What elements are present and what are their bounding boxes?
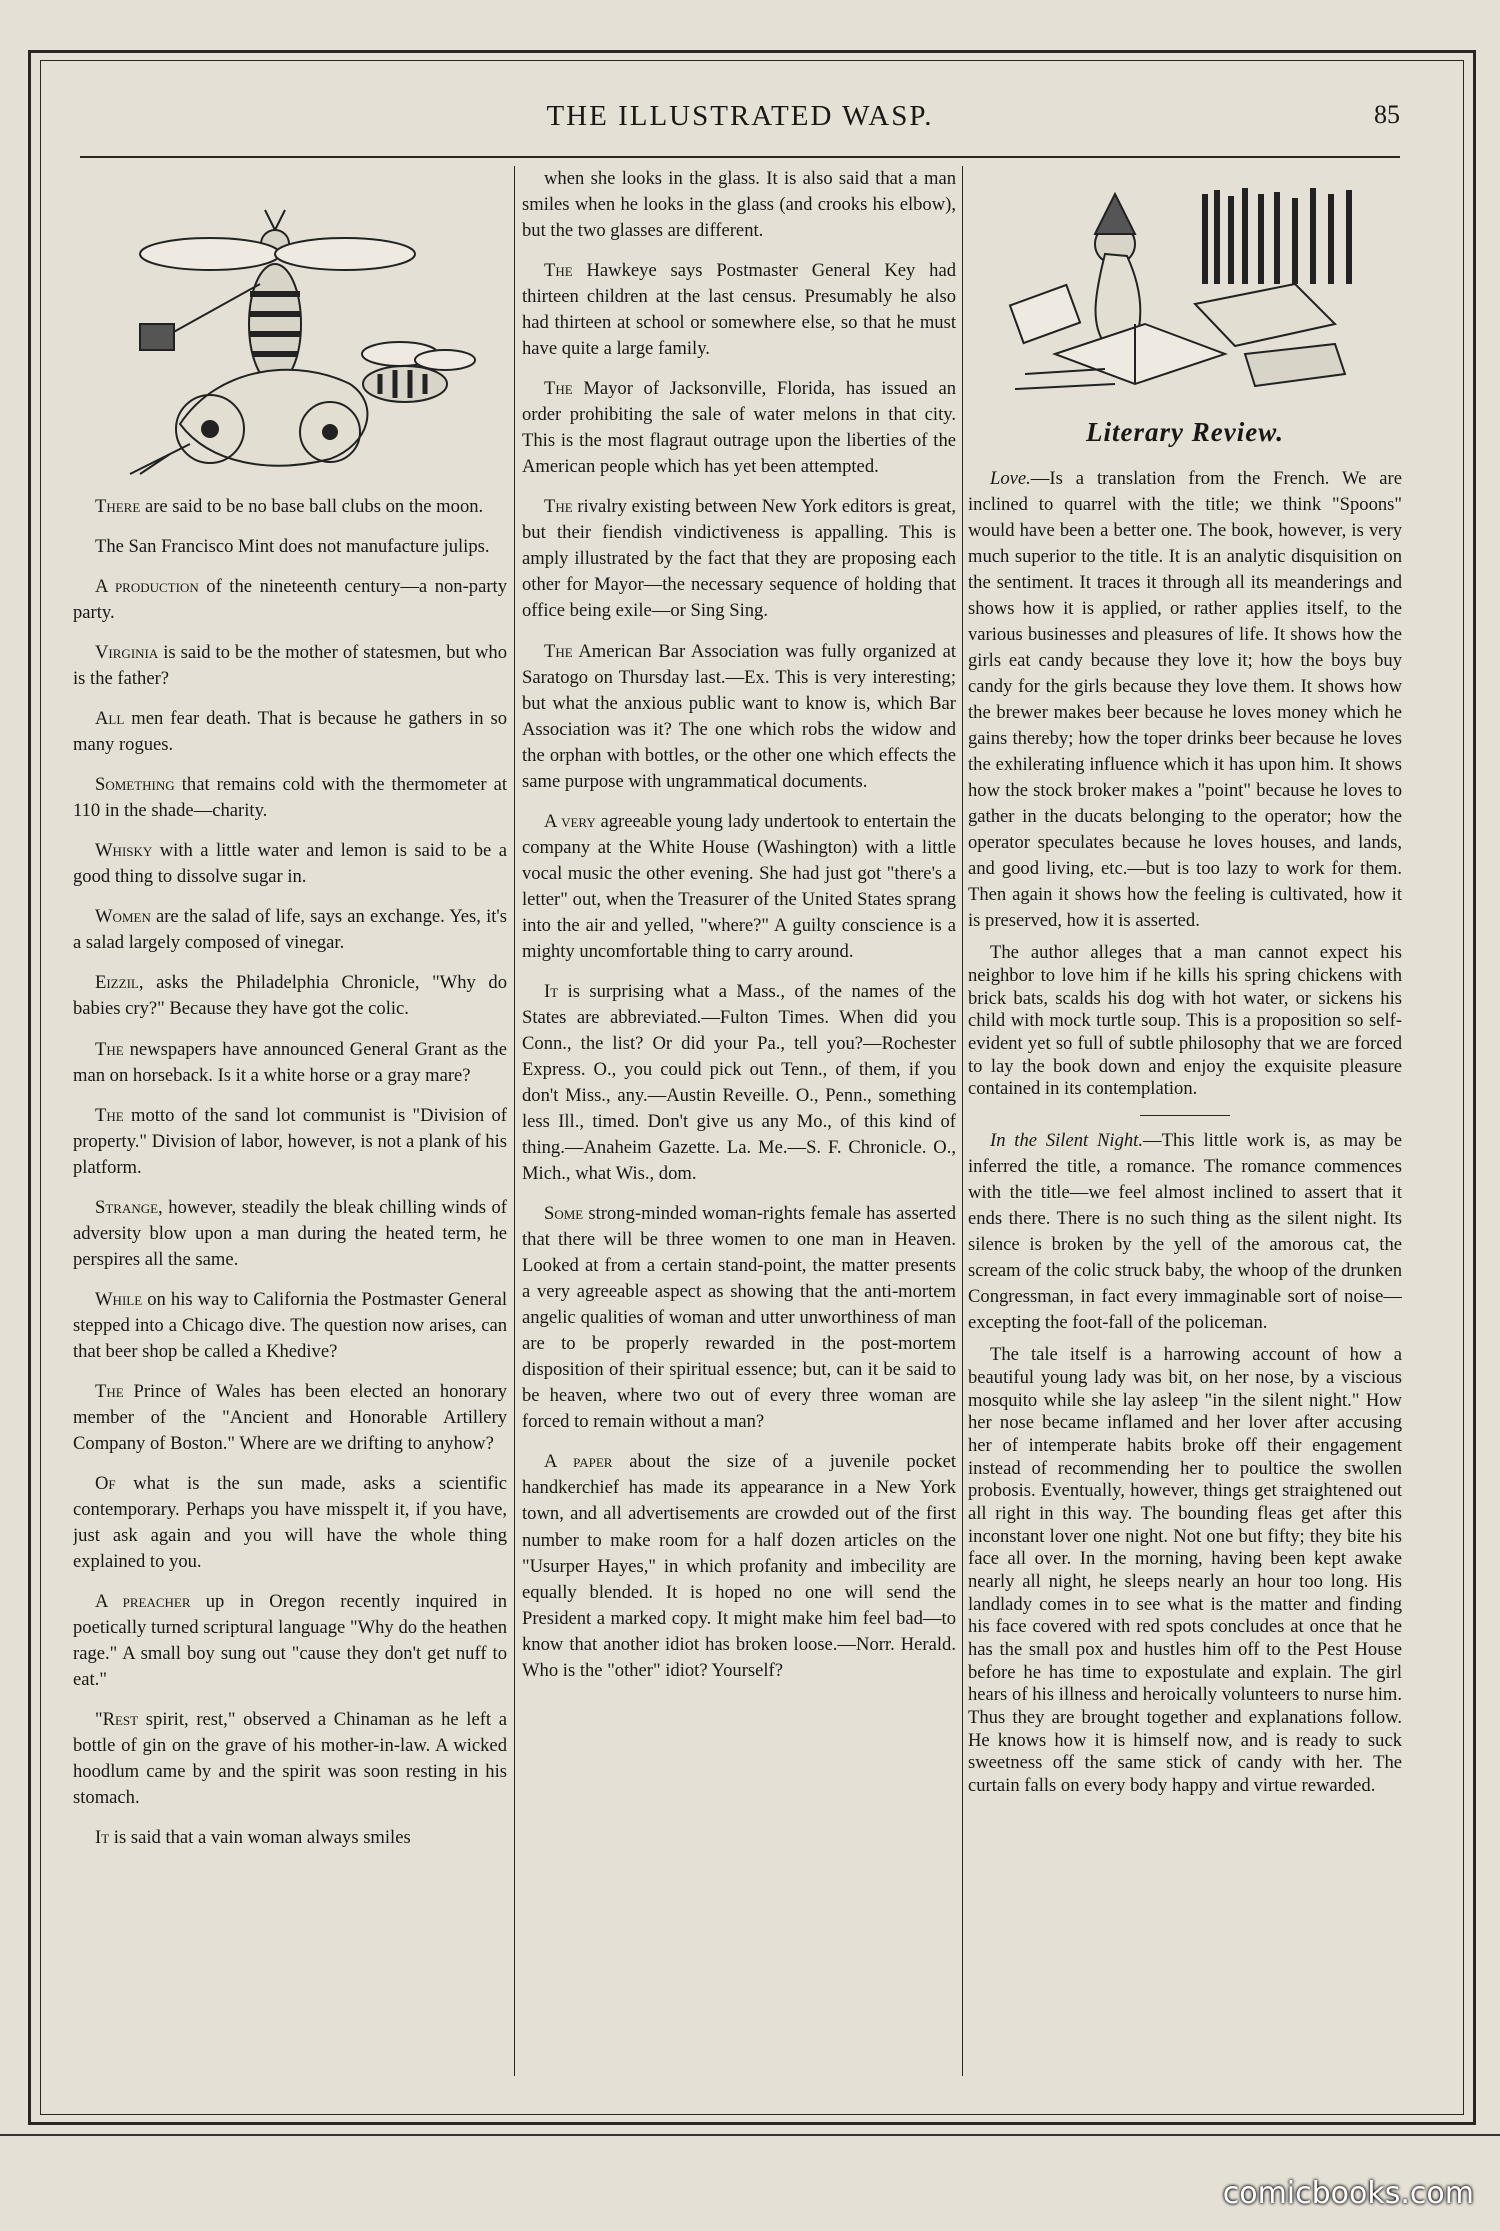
review-silent-night-continued: The tale itself is a harrowing account of how a beautiful young lady was bit, on her nose, by a viscious mosquito while she lay asleep "in the silent night." How her nose became inflamed and her lover after accusing her of intemperate habits broke off their engagement instead of recommending her to poultice the swollen probosis. Eventually, however, things get straightened out all right in this way. The bounding fleas get after this inconstant lover one night. Not one but fifty; they bite his face all over. In the morning, having been kept awake nearly all night, he sleeps nearly an hour too long. His landlady comes in to see what is the matter and finding his face covered with red spots concludes at once that he has the small pox and hustles him off to the Pest House before he has time to expostulate and explain. The girl hears of his illness and heroically volunteers to nurse him. Thus they are brought together and explanations follow. He knows how it is himself now, and is ready to suck sweetness off the same stick of candy with her. The curtain falls on every body happy and virtue rewarded. (968, 1344, 1402, 1797)
article-lead-word: The (544, 260, 573, 282)
review-silent-night-title: In the Silent Night. (990, 1130, 1143, 1152)
article-text: is said to be the mother of statesmen, but who is the father? (73, 642, 507, 690)
review-love-continued: The author alleges that a man cannot expect his neighbor to love him if he kills his spring chickens with brick bats, scalds his dog with hot water, or sickens his child with mock turtle soup. This is a proposition so self-evident yet so full of subtle philosophy that we are forced to lay the book down and enjoy the exquisite pleasure contained in its contemplation. (968, 942, 1402, 1100)
article-lead-word: Something (95, 774, 175, 796)
article-lead-word: The (95, 1104, 124, 1126)
wasp-chariot-illustration (100, 174, 480, 484)
article-lead-word: Of (95, 1472, 116, 1494)
watermark: comicbooks.com (1222, 2176, 1474, 2211)
review-love-text: —Is a translation from the French. We are inclined to quarrel with the title; we think "Spoons" would have been a better one. The book, however, is very much superior to the title. It is an analytic disquisition on the sentiment. It traces it through all its meanderings and shows how it is applied, or rather applies itself, to the various businesses and pleasures of life. It shows how the girls eat candy because they love it; how the boys buy candy for the girls because they love them. It shows how the brewer makes beer because he loves money which he gains thereby; how the toper drinks beer because he loves the exhilerating influence which it has upon him. It shows how the stock broker makes a "point" because he loves to gather in the ducats belonging to the operator; how the operator speculates because he loves houses, and lands, and good living, etc.—but is too lazy to work for them. Then again it shows how the feeling is cultivated, how it is preserved, how it is asserted. (968, 467, 1402, 932)
article-lead-word: It (95, 1827, 110, 1849)
article-paragraph (73, 706, 507, 758)
article-lead-word: All (95, 708, 125, 730)
article-text: newspapers have announced General Grant as the man on horseback. Is it a white horse or a gray mare? (73, 1038, 507, 1086)
article-lead-word: The (544, 496, 573, 518)
article-text: motto of the sand lot communist is "Division of property." Division of labor, however, is not a plank of his platform. (73, 1104, 507, 1178)
article-text: what is the sun made, asks a scientific contemporary. Perhaps you have misspelt it, if you have, just ask again and you will have the whole thing explained to you. (73, 1472, 507, 1573)
article-paragraph (73, 534, 507, 560)
article-text: agreeable young lady undertook to entertain the company at the White House (Washington) with a little vocal music the other evening. She had just got "there's a letter" out, when the Treasurer of the United States sprang into the air and yelled, "where?" A guilty conscience is a mighty uncomfortable thing to carry around. (522, 810, 956, 962)
article-paragraph (522, 979, 956, 1187)
article-text: however, steadily the bleak chilling winds of adversity blow upon a man during the heated term, he perspires all the same. (73, 1196, 507, 1270)
column-divider-2 (962, 166, 963, 2076)
column-2-articles (522, 166, 956, 1684)
article-text: asks the Philadelphia Chronicle, "Why do babies cry?" Because they have got the colic. (73, 972, 507, 1020)
article-paragraph (73, 640, 507, 692)
article-paragraph (522, 376, 956, 480)
article-paragraph (73, 1379, 507, 1457)
article-text: when she looks in the glass. It is also said that a man smiles when he looks in the glass (and crooks his elbow), but the two glasses are different. (522, 168, 956, 242)
article-lead-word: Virginia (95, 642, 159, 664)
article-lead-word: A paper (544, 1451, 613, 1473)
article-paragraph (522, 258, 956, 362)
article-paragraph (73, 1707, 507, 1811)
column-divider-1 (514, 166, 515, 2076)
article-lead-word: It (544, 980, 559, 1002)
gnome-among-books-illustration (995, 174, 1375, 404)
article-paragraph (73, 494, 507, 520)
article-paragraph (73, 1037, 507, 1089)
article-lead-word: A very (544, 810, 596, 832)
article-text: American Bar Association was fully organized at Saratogo on Thursday last.—Ex. This is very interesting; but what the anxious public want to know is, which Bar Association was it? The one which robs the widow and the orphan with bottles, or the other one which effects the same purpose with ungrammatical documents. (522, 640, 956, 792)
article-lead-word: Strange, (95, 1196, 163, 1218)
article-paragraph (73, 1287, 507, 1365)
article-paragraph (73, 904, 507, 956)
column-1 (73, 166, 507, 2076)
article-text: Prince of Wales has been elected an honorary member of the "Ancient and Honorable Artillery Company of Boston." Where are we drifting to anyhow? (73, 1380, 507, 1454)
column-1-articles (73, 494, 507, 1851)
article-text: with a little water and lemon is said to be a good thing to dissolve sugar in. (73, 840, 507, 888)
article-paragraph (522, 639, 956, 795)
article-paragraph (73, 838, 507, 890)
page-number: 85 (1374, 100, 1400, 129)
article-paragraph (522, 1449, 956, 1683)
article-text: of the nineteenth century—a non-party party. (73, 576, 507, 624)
article-paragraph (73, 772, 507, 824)
article-text: on his way to California the Postmaster General stepped into a Chicago dive. The question now arises, can that beer shop be called a Khedive? (73, 1288, 507, 1362)
article-lead-word: While (95, 1288, 143, 1310)
article-lead-word: A preacher (95, 1591, 191, 1613)
article-lead-word: "Rest (95, 1709, 139, 1731)
article-text: that remains cold with the thermometer at 110 in the shade—charity. (73, 774, 507, 822)
article-lead-word: A production (95, 576, 199, 598)
article-paragraph (73, 1589, 507, 1693)
masthead-title: THE ILLUSTRATED WASP. (546, 100, 934, 132)
article-text: are said to be no base ball clubs on the moon. (140, 496, 484, 517)
review-silent-night (968, 1128, 1402, 1336)
literary-review-heading: Literary Review. (1086, 417, 1284, 447)
footer-rule (0, 2134, 1500, 2136)
article-paragraph (522, 1201, 956, 1435)
article-text: Hawkeye says Postmaster General Key had thirteen children at the last census. Presumably he also had thirteen at school or somewhere else, so that he must have quite a large family. (522, 260, 956, 360)
header-rule (80, 156, 1400, 158)
review-divider (1140, 1115, 1230, 1116)
article-lead-word: The (544, 640, 573, 662)
article-paragraph (73, 970, 507, 1022)
article-text: is said that a vain woman always smiles (109, 1827, 411, 1849)
review-silent-night-text: —This little work is, as may be inferred the title, a romance. The romance commences with the title—we feel almost inclined to assert that it ends there. There is no such thing as the silent night. Its silence is broken by the yell of the amorous cat, the scream of the colic struck baby, the whoop of the drunken Congressman, in fact every immaginable sort of noise—excepting the foot-fall of the policeman. (968, 1130, 1402, 1334)
article-lead-word: Whisky (95, 840, 153, 862)
article-text: men fear death. That is because he gathers in so many rogues. (73, 708, 507, 756)
article-lead-word: The (95, 1038, 124, 1060)
article-lead-word: Some (544, 1203, 584, 1225)
page-header (80, 96, 1400, 140)
review-love (968, 466, 1402, 935)
article-lead-word: The (544, 378, 573, 400)
article-text: The San Francisco Mint does not manufacture julips. (95, 536, 490, 558)
article-paragraph (522, 809, 956, 965)
article-lead-word: There (95, 496, 141, 517)
review-love-title: Love. (990, 467, 1031, 489)
article-text: up in Oregon recently inquired in poetically turned scriptural language "Why do the heathen rage." A small boy sung out "cause they don't get nuff to eat." (73, 1591, 507, 1691)
article-text: are the salad of life, says an exchange. Yes, it's a salad largely composed of vinegar. (73, 906, 507, 954)
article-paragraph (522, 166, 956, 244)
article-paragraph (73, 1103, 507, 1181)
article-text: Mayor of Jacksonville, Florida, has issued an order prohibiting the sale of water melons in that city. This is the most flagraut outrage upon the liberties of the American people which has yet been attempted. (522, 378, 956, 478)
article-lead-word: Eizzil, (95, 972, 144, 994)
article-paragraph (522, 494, 956, 624)
article-text: strong-minded woman-rights female has asserted that there will be three women to one man in Heaven. Looked at from a certain stand-point, the matter presents a very agreeable aspect as showing that the anti-mortem angelic qualities of woman and utter unworthiness of man are to be properly rewarded in the post-mortem disposition of their spiritual essence; but, can it be said to be heaven, where two out of every three woman are forced to remain without a man? (522, 1203, 956, 1433)
article-lead-word: The (95, 1380, 124, 1402)
article-text: rivalry existing between New York editors is great, but their fiendish vindictiveness is appalling. This is amply illustrated by the fact that they are proposing each other for Mayor—the necessary sequence of holding that office being exile—or Sing Sing. (522, 496, 956, 622)
article-paragraph (73, 1471, 507, 1575)
article-paragraph (73, 1195, 507, 1273)
article-text: is surprising what a Mass., of the names of the States are abbreviated.—Fulton Times. When did you Conn., the list? Or did your Pa., tell you?—Rochester Express. O., you could pick out Tenn., of them, if you don't Miss., any.—Austin Reveille. O., Penn., something less Ill., timed. Don't give us any Mo., of this kind of thing.—Anaheim Gazette. La. Me.—S. F. Chronicle. O., Mich., what Wis., dom. (522, 980, 956, 1185)
article-paragraph (73, 574, 507, 626)
article-paragraph (73, 1825, 507, 1851)
column-2 (522, 166, 956, 2076)
article-lead-word: Women (95, 906, 151, 928)
article-text: spirit, rest," observed a Chinaman as he left a bottle of gin on the grave of his mother-in-law. A wicked hoodlum came by and the spirit was soon resting in his stomach. (73, 1709, 507, 1809)
article-text: about the size of a juvenile pocket handkerchief has made its appearance in a New York town, and all advertisements are crowded out of the first number to make room for a half dozen articles on the "Usurper Hayes," in which profanity and imbecility are equally blended. It is hoped no one will send the President a marked copy. It might make him feel bad—to know that another idiot has broken loose.—Norr. Herald. Who is the "other" idiot? Yourself? (522, 1451, 956, 1681)
column-3 (968, 166, 1402, 2076)
